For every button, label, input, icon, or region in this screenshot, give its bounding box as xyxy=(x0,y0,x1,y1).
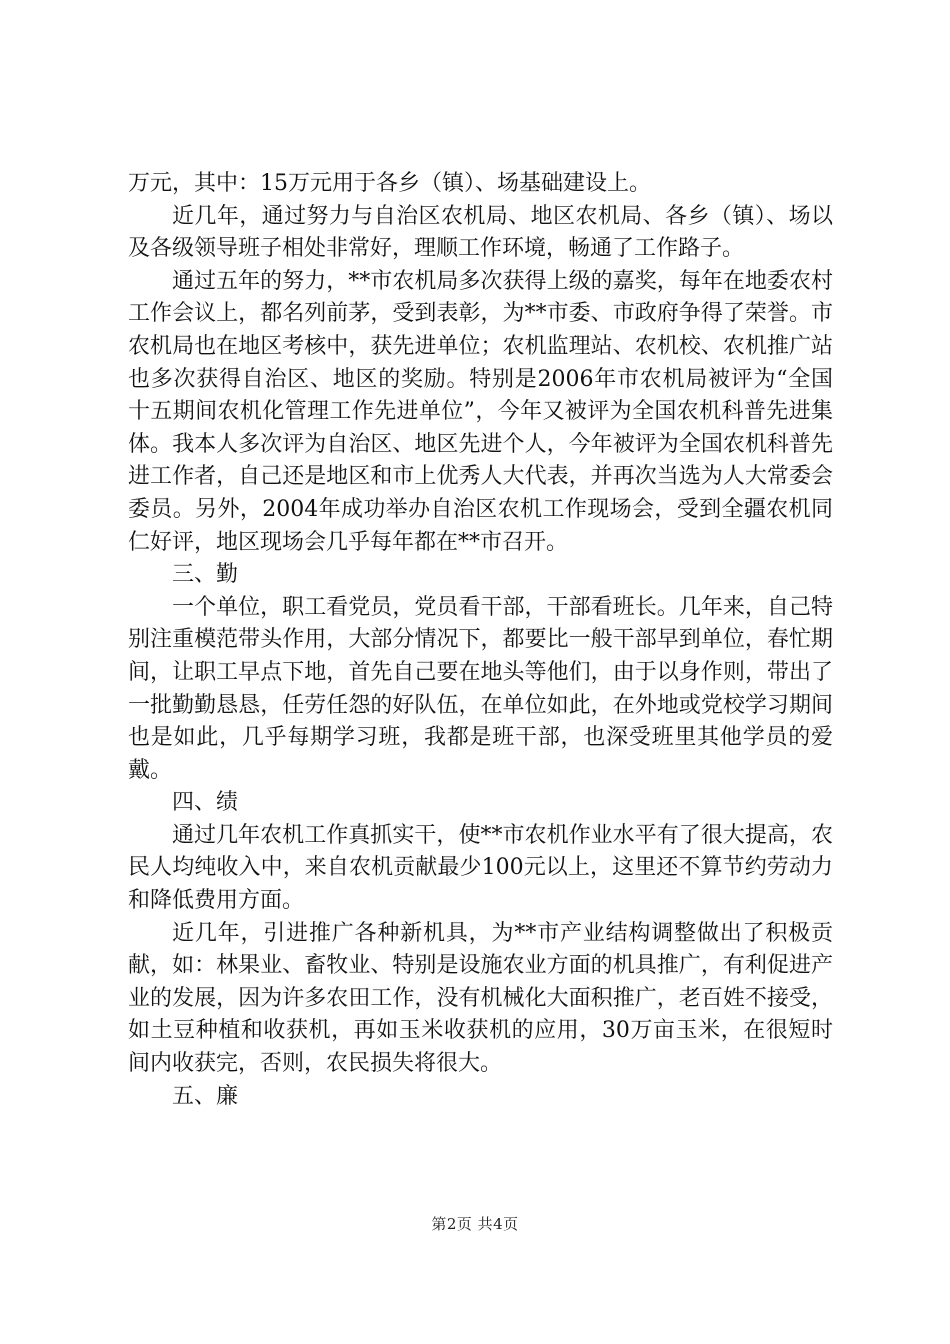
paragraph-diligence: 一个单位，职工看党员，党员看干部，干部看班长。几年来，自己特别注重模范带头作用，大部分情况下，都要比一般干部早到单位，春忙期间，让职工早点下地，首先自己要在地头等他们，由于以身作则，带出了一批勤勤恳恳，任劳任怨的好队伍，在单位如此，在外地或党校学习期间也是如此，几乎每期学习班，我都是班干部，也深受班里其他学员的爱戴。 xyxy=(128,594,833,783)
paragraph-continuation: 万元，其中：15万元用于各乡（镇）、场基础建设上。 xyxy=(128,171,651,196)
document-body xyxy=(128,168,833,1113)
paragraph-honors: 通过五年的努力，**市农机局多次获得上级的嘉奖，每年在地委农村工作会议上，都名列前茅，受到表彰，为**市委、市政府争得了荣誉。市农机局也在地区考核中，获先进单位；农机监理站、农机校、农机推广站也多次获得自治区、地区的奖励。特别是2006年市农机局被评为“全国十五期间农机化管理工作先进单位”，今年又被评为全国农机科普先进集体。我本人多次评为自治区、地区先进个人，今年被评为全国农机科普先进工作者，自己还是地区和市上优秀人大代表，并再次当选为人大常委会委员。另外，2004年成功举办自治区农机工作现场会，受到全疆农机同仁好评，地区现场会几乎每年都在**市召开。 xyxy=(128,268,833,555)
section-heading-achievement: 四、绩 xyxy=(172,790,239,816)
paragraph-new-machinery: 近几年，引进推广各种新机具，为**市产业结构调整做出了积极贡献，如：林果业、畜牧业、特别是设施农业方面的机具推广，有利促进产业的发展，因为许多农田工作，没有机械化大面积推广，老百姓不接受，如土豆种植和收获机，再如玉米收获机的应用，30万亩玉米，在很短时间内收获完，否则，农民损失将很大。 xyxy=(128,920,833,1077)
section-heading-integrity: 五、廉 xyxy=(172,1083,239,1109)
section-heading-diligence: 三、勤 xyxy=(172,562,239,588)
paragraph-achievement: 通过几年农机工作真抓实干，使**市农机作业水平有了很大提高，农民人均纯收入中，来自农机贡献最少100元以上，这里还不算节约劳动力和降低费用方面。 xyxy=(128,822,833,914)
paragraph-work-environment: 近几年，通过努力与自治区农机局、地区农机局、各乡（镇）、场以及各级领导班子相处非常好，理顺工作环境，畅通了工作路子。 xyxy=(128,203,833,262)
page-number-footer: 第2页 共4页 xyxy=(431,1215,519,1233)
